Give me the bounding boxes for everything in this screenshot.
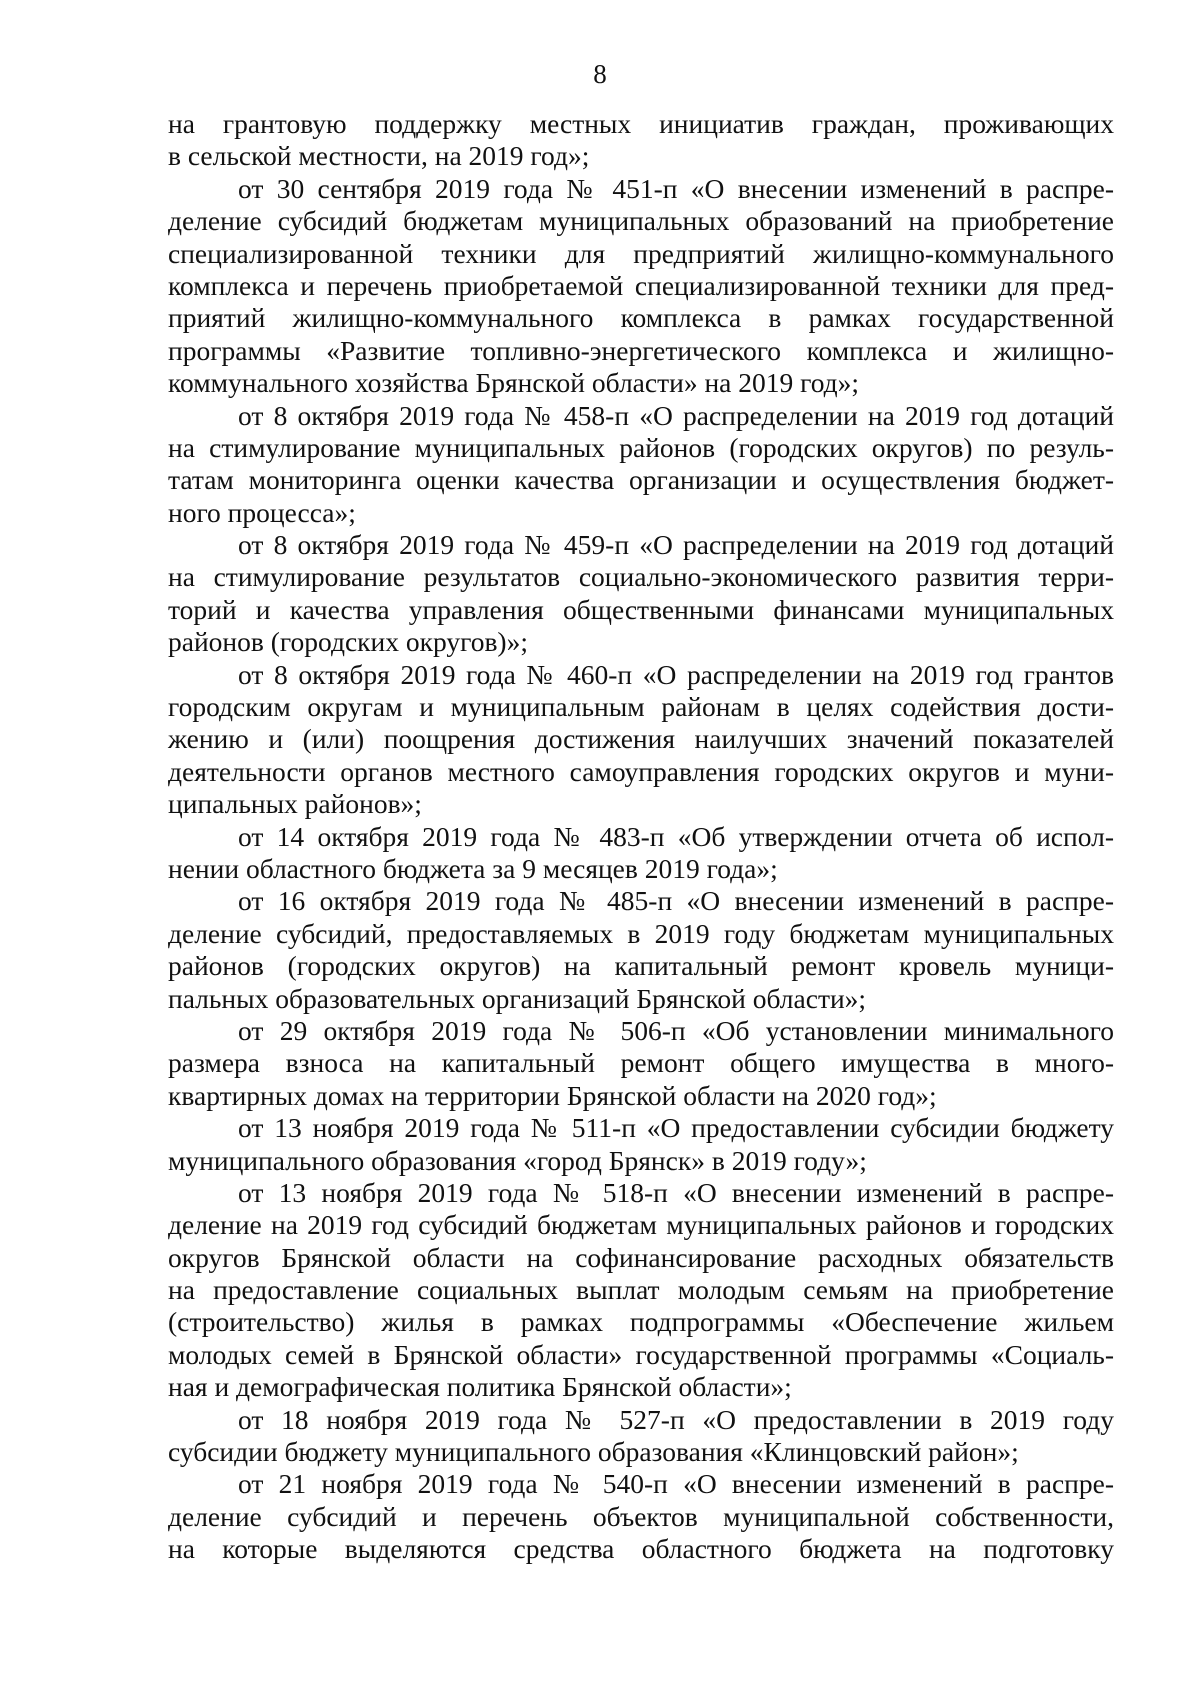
paragraph xyxy=(168,885,1114,1015)
text-line: жению и (или) поощрения достижения наилучших значений показателей xyxy=(168,723,1114,755)
text-line: от 8 октября 2019 года № 458-п «О распределении на 2019 год дотаций xyxy=(238,399,1114,431)
text-line: районов (городских округов)»; xyxy=(168,626,528,658)
text-line: от 18 ноября 2019 года № 527-п «О предоставлении в 2019 году xyxy=(238,1403,1114,1435)
text-line: пальных образовательных организаций Брянской области»; xyxy=(168,982,867,1014)
paragraph xyxy=(168,173,1114,400)
text-line: районов (городских округов) на капитальный ремонт кровель муници- xyxy=(168,950,1114,982)
text-line: округов Брянской области на софинансирование расходных обязательств xyxy=(168,1241,1114,1273)
paragraph xyxy=(168,108,1114,173)
text-line: ципальных районов»; xyxy=(168,788,422,820)
paragraph xyxy=(168,821,1114,886)
text-line: от 16 октября 2019 года № 485-п «О внесении изменений в распре- xyxy=(238,885,1114,917)
text-line: деление субсидий и перечень объектов муниципальной собственности, xyxy=(168,1500,1114,1532)
text-line: размера взноса на капитальный ремонт общего имущества в много- xyxy=(168,1047,1114,1079)
text-line: молодых семей в Брянской области» государственной программы «Социаль- xyxy=(168,1338,1114,1370)
document-body xyxy=(168,108,1114,1566)
text-line: на которые выделяются средства областного бюджета на подготовку xyxy=(168,1533,1114,1565)
text-line: на стимулирование результатов социально-экономического развития терри- xyxy=(168,561,1114,593)
text-line: на предоставление социальных выплат молодым семьям на приобретение xyxy=(168,1274,1114,1306)
text-line: нении областного бюджета за 9 месяцев 2019 года»; xyxy=(168,852,778,884)
text-line: муниципального образования «город Брянск» в 2019 году»; xyxy=(168,1144,867,1176)
page-number: 8 xyxy=(593,59,607,89)
text-line: от 8 октября 2019 года № 459-п «О распределении на 2019 год дотаций xyxy=(238,529,1114,561)
text-line: городским округам и муниципальным районам в целях содействия дости- xyxy=(168,691,1114,723)
text-line: от 8 октября 2019 года № 460-п «О распределении на 2019 год грантов xyxy=(238,658,1114,690)
text-line: программы «Развитие топливно-энергетического комплекса и жилищно- xyxy=(168,334,1114,366)
text-line: от 14 октября 2019 года № 483-п «Об утверждении отчета об испол- xyxy=(238,820,1114,852)
text-line: деятельности органов местного самоуправления городских округов и муни- xyxy=(168,755,1114,787)
text-line: татам мониторинга оценки качества организации и осуществления бюджет- xyxy=(168,464,1114,496)
paragraph xyxy=(168,1015,1114,1112)
paragraph xyxy=(168,400,1114,530)
text-line: деление субсидий бюджетам муниципальных образований на приобретение xyxy=(168,205,1114,237)
paragraph xyxy=(168,659,1114,821)
text-line: деление на 2019 год субсидий бюджетам муниципальных районов и городских xyxy=(168,1209,1114,1241)
text-line: от 13 ноября 2019 года № 511-п «О предоставлении субсидии бюджету xyxy=(238,1112,1114,1144)
text-line: (строительство) жилья в рамках подпрограммы «Обеспечение жильем xyxy=(168,1306,1114,1338)
text-line: деление субсидий, предоставляемых в 2019 году бюджетам муниципальных xyxy=(168,917,1114,949)
text-line: квартирных домах на территории Брянской области на 2020 год»; xyxy=(168,1079,937,1111)
text-line: от 13 ноября 2019 года № 518-п «О внесении изменений в распре- xyxy=(238,1176,1114,1208)
text-line: ного процесса»; xyxy=(168,496,356,528)
text-line: субсидии бюджету муниципального образования «Клинцовский район»; xyxy=(168,1436,1019,1468)
text-line: специализированной техники для предприятий жилищно-коммунального xyxy=(168,237,1114,269)
paragraph xyxy=(168,1112,1114,1177)
paragraph xyxy=(168,1404,1114,1469)
text-line: комплекса и перечень приобретаемой специализированной техники для пред- xyxy=(168,269,1114,301)
text-line: на стимулирование муниципальных районов (городских округов) по резуль- xyxy=(168,431,1114,463)
text-line: приятий жилищно-коммунального комплекса в рамках государственной xyxy=(168,302,1114,334)
paragraph xyxy=(168,529,1114,659)
text-line: ная и демографическая политика Брянской области»; xyxy=(168,1371,792,1403)
paragraph xyxy=(168,1177,1114,1404)
text-line: в сельской местности, на 2019 год»; xyxy=(168,140,590,172)
text-line: торий и качества управления общественными финансами муниципальных xyxy=(168,593,1114,625)
text-line: от 30 сентября 2019 года № 451-п «О внесении изменений в распре- xyxy=(238,172,1114,204)
text-line: от 21 ноября 2019 года № 540-п «О внесении изменений в распре- xyxy=(238,1468,1114,1500)
paragraph xyxy=(168,1468,1114,1565)
text-line: на грантовую поддержку местных инициатив граждан, проживающих xyxy=(168,108,1114,139)
text-line: коммунального хозяйства Брянской области» на 2019 год»; xyxy=(168,367,860,399)
text-line: от 29 октября 2019 года № 506-п «Об установлении минимального xyxy=(238,1014,1114,1046)
